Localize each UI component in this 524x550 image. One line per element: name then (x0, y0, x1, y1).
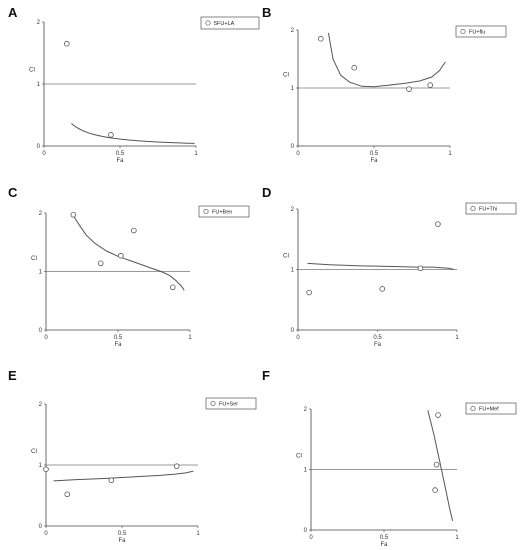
data-point (109, 478, 114, 483)
x-axis-label: Fa (370, 158, 378, 164)
y-tick-label: 0 (38, 328, 42, 334)
data-point (318, 36, 323, 41)
data-point (436, 413, 441, 418)
x-tick-label: 0.5 (113, 335, 123, 341)
fit-curve (71, 123, 194, 143)
legend-label: FU+Ben (212, 209, 233, 216)
data-point (71, 212, 76, 217)
panel-letter: E (8, 368, 17, 383)
panel-letter: A (8, 5, 18, 20)
y-tick-label: 0 (36, 144, 40, 150)
data-point (418, 266, 423, 271)
panel-f (262, 368, 516, 548)
y-axis-label: CI (31, 255, 37, 262)
y-tick-label: 2 (290, 207, 294, 213)
fit-curve (54, 471, 194, 481)
legend-marker (471, 206, 475, 210)
y-tick-label: 2 (38, 211, 42, 217)
panel-letter: F (262, 368, 270, 383)
fit-curve (308, 263, 454, 269)
legend-marker (204, 209, 208, 213)
data-point (380, 286, 385, 291)
panel-c (8, 185, 249, 348)
y-axis-label: CI (296, 453, 302, 460)
panel-letter: B (262, 5, 272, 20)
legend-label: 5FU+LA (214, 21, 235, 27)
y-axis-label: CI (31, 448, 37, 455)
panel-b (262, 5, 506, 164)
x-tick-label: 0.5 (115, 151, 125, 157)
data-point (407, 87, 412, 92)
x-tick-label: 0 (44, 335, 48, 341)
data-point (174, 464, 179, 469)
x-axis-label: Fa (118, 538, 126, 544)
x-tick-label: 1 (188, 335, 192, 341)
data-point (434, 462, 439, 467)
x-tick-label: 0 (309, 535, 313, 541)
data-point (428, 83, 433, 88)
x-axis-label: Fa (116, 158, 124, 164)
y-tick-label: 1 (290, 267, 294, 274)
y-tick-label: 1 (290, 86, 294, 92)
x-tick-label: 1 (448, 151, 452, 157)
x-tick-label: 0 (42, 151, 46, 157)
data-point (307, 290, 312, 295)
data-point (118, 253, 123, 258)
x-axis-label: Fa (380, 542, 388, 548)
data-point (170, 285, 175, 290)
data-point (436, 222, 441, 227)
legend-marker (461, 29, 465, 33)
data-point (44, 467, 49, 472)
x-tick-label: 1 (455, 335, 459, 341)
y-tick-label: 0 (38, 524, 42, 530)
panel-letter: D (262, 185, 272, 200)
data-point (131, 228, 136, 233)
legend-marker (471, 406, 475, 410)
panel-e (8, 368, 256, 544)
x-tick-label: 1 (194, 151, 198, 157)
panel-letter: C (8, 185, 18, 200)
x-tick-label: 1 (455, 535, 459, 541)
data-point (65, 492, 70, 497)
x-tick-label: 0.5 (379, 535, 389, 541)
x-tick-label: 0 (296, 335, 300, 341)
legend-marker (206, 21, 210, 25)
legend-label: FU+flu (469, 29, 486, 36)
fit-curve (428, 410, 453, 521)
legend-label: FU+Ser (219, 401, 239, 408)
y-tick-label: 0 (290, 328, 294, 334)
y-tick-label: 0 (290, 144, 294, 150)
x-tick-label: 0.5 (117, 531, 127, 537)
data-point (433, 488, 438, 493)
y-tick-label: 1 (36, 82, 40, 88)
data-point (352, 65, 357, 70)
x-tick-label: 0 (44, 531, 48, 537)
legend-label: FU+Thi (479, 206, 498, 213)
y-tick-label: 2 (290, 28, 294, 34)
x-axis-label: Fa (114, 342, 122, 348)
y-axis-label: CI (283, 253, 289, 260)
legend-marker (211, 401, 215, 405)
x-tick-label: 0.5 (373, 335, 382, 341)
legend-label: FU+Mef (479, 406, 499, 413)
data-point (98, 261, 103, 266)
fit-curve (328, 33, 445, 87)
y-tick-label: 2 (303, 407, 307, 413)
panel-d (262, 185, 516, 348)
y-tick-label: 1 (38, 269, 42, 276)
y-axis-label: CI (29, 67, 35, 74)
panel-a (8, 5, 259, 164)
data-point (64, 41, 69, 46)
x-tick-label: 0.5 (369, 151, 379, 157)
fit-curve (73, 216, 184, 290)
x-tick-label: 0 (296, 151, 300, 157)
x-tick-label: 1 (196, 531, 200, 537)
y-tick-label: 1 (303, 467, 307, 474)
y-axis-label: CI (283, 72, 289, 79)
y-tick-label: 2 (36, 20, 40, 26)
y-tick-label: 0 (303, 528, 307, 534)
y-tick-label: 2 (38, 402, 42, 408)
data-point (108, 132, 113, 137)
y-tick-label: 1 (38, 463, 42, 469)
x-axis-label: Fa (373, 342, 382, 348)
